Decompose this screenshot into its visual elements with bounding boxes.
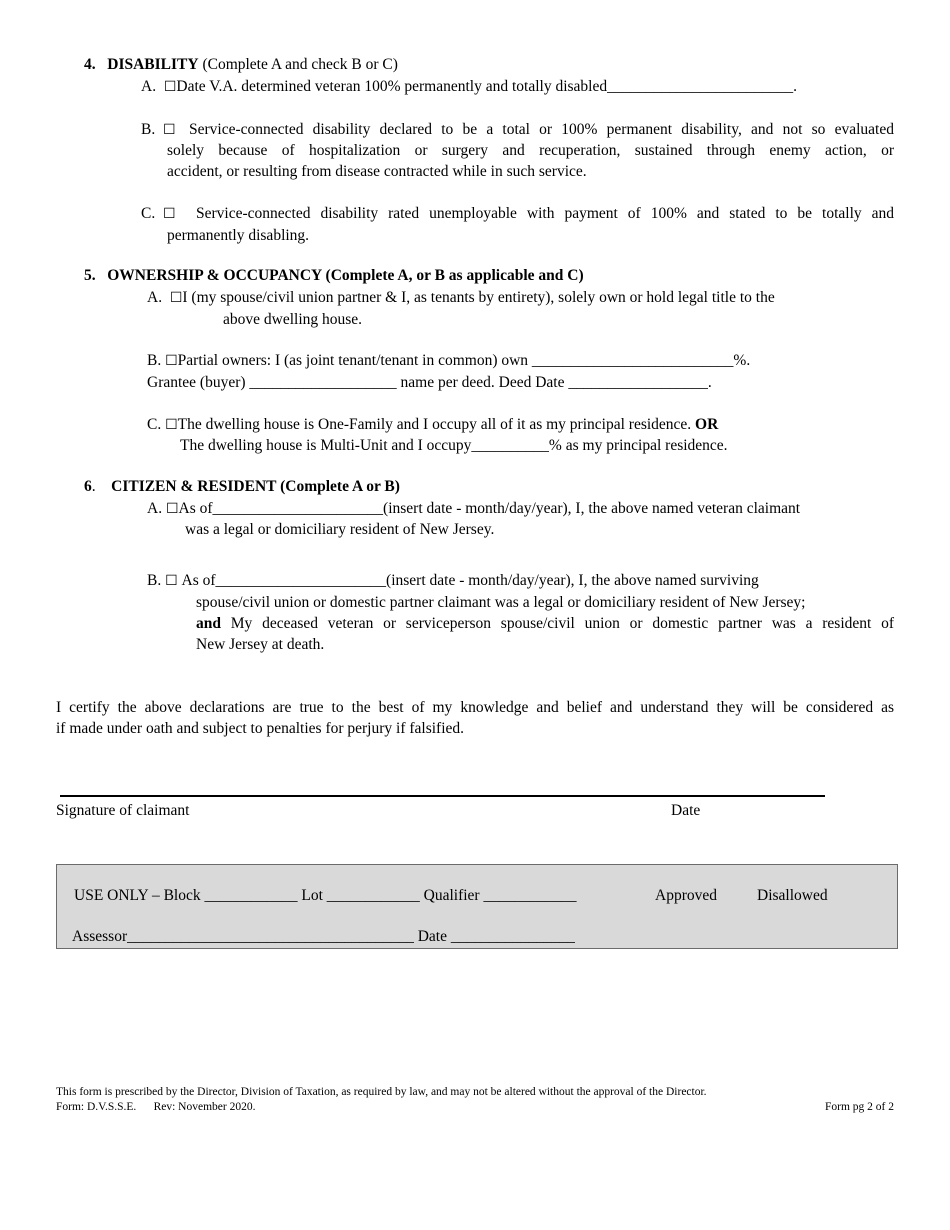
approved-option[interactable]: Approved bbox=[655, 887, 717, 904]
item-text: I (my spouse/civil union partner & I, as tenants by entirety), solely own or hold legal title to the bbox=[182, 289, 775, 306]
checkbox-6a[interactable]: ☐ bbox=[165, 501, 179, 517]
section-title: DISABILITY bbox=[107, 56, 199, 73]
s6-item-b bbox=[147, 571, 759, 591]
signature-label: Signature of claimant bbox=[56, 802, 190, 819]
footer-form bbox=[56, 1100, 255, 1115]
checkbox-5c[interactable]: ☐ bbox=[165, 417, 178, 433]
section-title: OWNERSHIP & OCCUPANCY (Complete A, or B as applicable and C) bbox=[107, 267, 584, 284]
item-label: B. bbox=[147, 352, 162, 369]
s4-item-a bbox=[141, 77, 797, 97]
signature-line[interactable] bbox=[60, 795, 825, 797]
item-label: A. bbox=[141, 78, 157, 95]
s4-b-line2: solely because of hospitalization or surgery and recuperation, sustained through enemy action, or bbox=[167, 142, 894, 159]
item-label: C. bbox=[141, 205, 156, 222]
checkbox-5b[interactable]: ☐ bbox=[165, 353, 178, 369]
office-use-row2: Assessor_____________________________________ Date ________________ bbox=[72, 928, 575, 945]
item-text: The dwelling house is One-Family and I occupy all of it as my principal residence. bbox=[177, 416, 692, 433]
s6-a-line2: was a legal or domiciliary resident of New Jersey. bbox=[185, 521, 495, 538]
s5-item-a bbox=[147, 288, 775, 308]
item-text: As of______________________(insert date - month/day/year), I, the above named surviving bbox=[181, 572, 759, 589]
item-label: A. bbox=[147, 500, 163, 517]
and-keyword: and bbox=[196, 615, 221, 632]
footer-page: Form pg 2 of 2 bbox=[825, 1101, 894, 1113]
s6-b-line2: spouse/civil union or domestic partner claimant was a legal or domiciliary resident of New Jersey; bbox=[196, 594, 806, 611]
section-number: 6 bbox=[84, 478, 92, 495]
s4-item-b-label bbox=[141, 120, 176, 140]
s5-item-c bbox=[147, 415, 718, 435]
checkbox-4a[interactable]: ☐ bbox=[163, 79, 177, 95]
section-dot: . bbox=[91, 478, 96, 495]
item-text: Partial owners: I (as joint tenant/tenant in common) own __________________________%. bbox=[177, 352, 751, 369]
section-title: CITIZEN & RESIDENT (Complete A or B) bbox=[111, 478, 400, 495]
form-revision: Rev: November 2020. bbox=[153, 1101, 256, 1113]
s6-item-a bbox=[147, 499, 800, 519]
certify-line1: I certify the above declarations are true to the best of my knowledge and belief and understand they will be considered as bbox=[56, 699, 894, 716]
or-keyword: OR bbox=[695, 416, 719, 433]
section-note: (Complete A and check B or C) bbox=[202, 56, 398, 73]
item-label: A. bbox=[147, 289, 163, 306]
s4-b-line3: accident, or resulting from disease contracted while in such service. bbox=[167, 163, 587, 180]
office-use-box bbox=[56, 864, 898, 949]
section-number: 5. bbox=[84, 267, 96, 284]
form-number: Form: D.V.S.S.E. bbox=[56, 1101, 137, 1113]
item-label: C. bbox=[147, 416, 162, 433]
section-5-heading bbox=[84, 266, 584, 286]
s4-b-line1: Service-connected disability declared to be a total or 100% permanent disability, and not so evaluated bbox=[189, 121, 894, 138]
checkbox-4b[interactable]: ☐ bbox=[162, 122, 176, 138]
section-number: 4. bbox=[84, 56, 96, 73]
checkbox-6b[interactable]: ☐ bbox=[165, 573, 178, 589]
office-use-row1: USE ONLY – Block ____________ Lot ____________ Qualifier ____________ bbox=[74, 887, 577, 904]
section-4-heading bbox=[84, 55, 398, 75]
footer-prescribed: This form is prescribed by the Director, Division of Taxation, as required by law, and may not be altered without the approval of the Director. bbox=[56, 1086, 707, 1098]
section-6-heading bbox=[84, 477, 400, 497]
checkbox-4c[interactable]: ☐ bbox=[162, 206, 176, 222]
s6-b-line4: New Jersey at death. bbox=[196, 636, 325, 653]
item-text: As of______________________(insert date - month/day/year), I, the above named veteran claimant bbox=[178, 500, 801, 517]
item-label: B. bbox=[141, 121, 156, 138]
certify-line2: if made under oath and subject to penalties for perjury if falsified. bbox=[56, 720, 465, 737]
s5-item-b bbox=[147, 351, 750, 371]
s5-c-line2: The dwelling house is Multi-Unit and I occupy__________% as my principal residence. bbox=[180, 437, 728, 454]
s5-b-line2: Grantee (buyer) ___________________ name per deed. Deed Date __________________. bbox=[147, 374, 712, 391]
s4-item-c-label bbox=[141, 204, 176, 224]
item-text: Date V.A. determined veteran 100% permanently and totally disabled________________________. bbox=[176, 78, 797, 95]
s4-c-line1: Service-connected disability rated unemployable with payment of 100% and stated to be totally and bbox=[196, 205, 894, 222]
item-label: B. bbox=[147, 572, 162, 589]
signature-date-label: Date bbox=[671, 802, 701, 819]
checkbox-5a[interactable]: ☐ bbox=[169, 290, 183, 306]
s6-b-line3-text: My deceased veteran or serviceperson spouse/civil union or domestic partner was a resident of bbox=[221, 615, 894, 632]
disallowed-option[interactable]: Disallowed bbox=[757, 887, 828, 904]
s4-c-line2: permanently disabling. bbox=[167, 227, 310, 244]
s6-b-line3 bbox=[196, 614, 894, 634]
s5-a-line2: above dwelling house. bbox=[223, 311, 363, 328]
